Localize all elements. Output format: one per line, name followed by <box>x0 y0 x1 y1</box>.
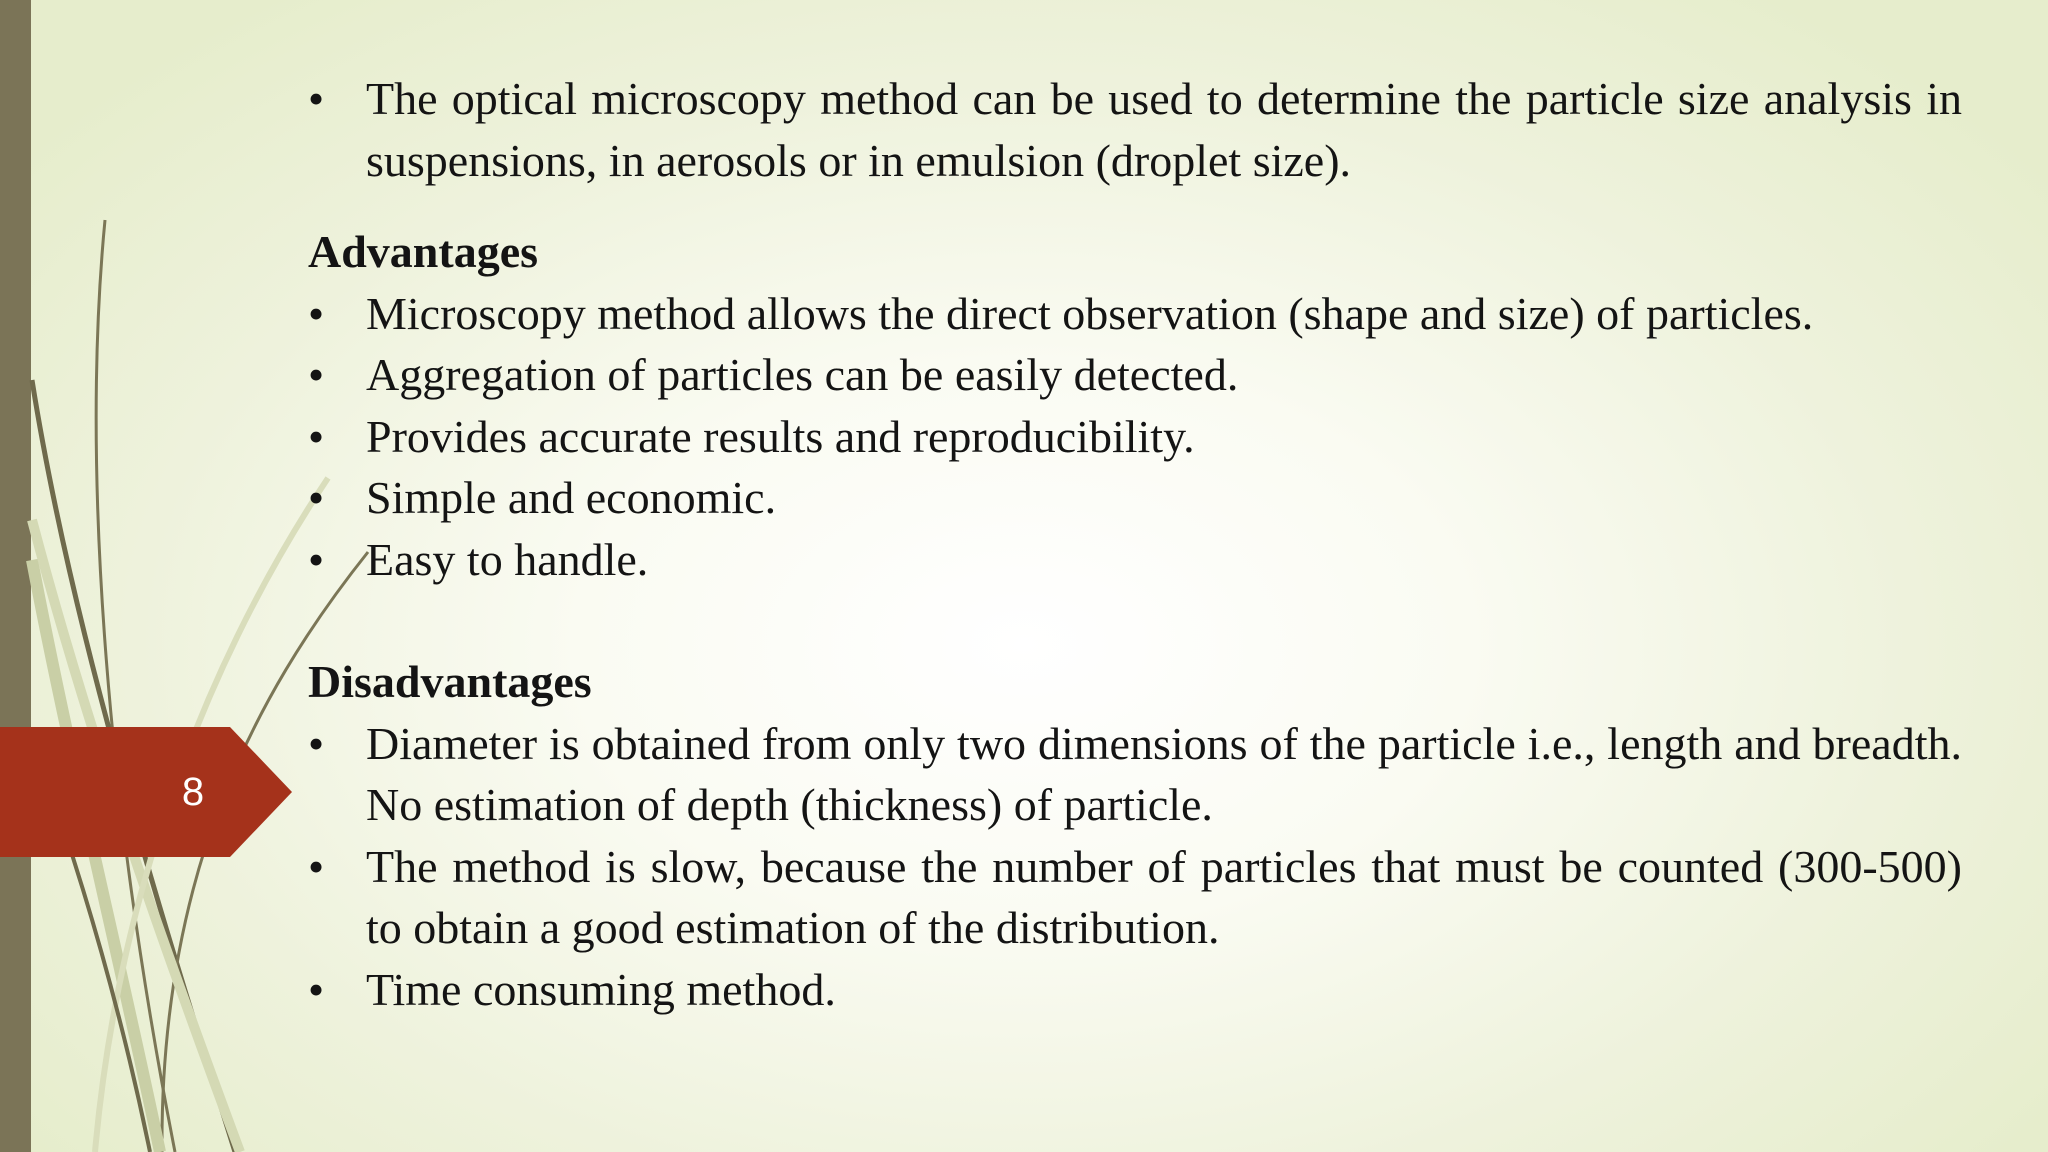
advantage-item-text: Simple and economic. <box>366 472 777 523</box>
bullet-icon: • <box>308 533 325 585</box>
advantage-item <box>308 467 1962 529</box>
disadvantage-item-text: Time consuming method. <box>366 963 836 1015</box>
bullet-icon: • <box>308 472 325 523</box>
page-number-tag <box>0 727 292 857</box>
disadvantage-item <box>308 836 1962 959</box>
bullet-icon: • <box>308 287 325 339</box>
disadvantages-heading: Disadvantages <box>308 656 592 707</box>
intro-list <box>308 68 1962 191</box>
disadvantage-item-text: Diameter is obtained from only two dimensions of the particle i.e., length and breadth. No estimation of depth (thickness) of particle. <box>366 717 1962 830</box>
bullet-icon: • <box>308 410 325 462</box>
curve-dark-2 <box>96 220 175 1152</box>
page-tag-shape <box>0 727 292 857</box>
advantages-list <box>308 283 1962 591</box>
slide-content <box>308 68 1962 1020</box>
left-sidebar-bar <box>0 0 31 1152</box>
intro-item <box>308 68 1962 191</box>
disadvantage-item-text: The method is slow, because the number of particles that must be counted (300-500) to obtain a good estimation of the distribution. <box>366 840 1962 953</box>
advantage-item <box>308 344 1962 406</box>
intro-item-text: The optical microscopy method can be used to determine the particle size analysis in suspensions, in aerosols or in emulsion (droplet size). <box>366 73 1962 186</box>
advantage-item-text: Aggregation of particles can be easily detected. <box>366 349 1239 400</box>
advantage-item-text: Microscopy method allows the direct observation (shape and size) of particles. <box>366 287 1814 339</box>
disadvantages-list <box>308 713 1962 1021</box>
bullet-icon: • <box>308 73 325 124</box>
advantage-item <box>308 529 1962 591</box>
bullet-icon: • <box>308 717 325 769</box>
advantage-item-text: Provides accurate results and reproducibility. <box>366 410 1195 462</box>
page-number: 8 <box>181 770 205 814</box>
advantage-item <box>308 406 1962 468</box>
spacer <box>308 590 1962 651</box>
disadvantage-item <box>308 713 1962 836</box>
bullet-icon: • <box>308 963 325 1015</box>
advantages-heading: Advantages <box>308 226 539 277</box>
disadvantage-item <box>308 959 1962 1021</box>
bullet-icon: • <box>308 840 325 892</box>
advantage-item <box>308 283 1962 345</box>
spacer <box>308 191 1962 221</box>
bullet-icon: • <box>308 349 325 400</box>
advantage-item-text: Easy to handle. <box>366 533 649 585</box>
